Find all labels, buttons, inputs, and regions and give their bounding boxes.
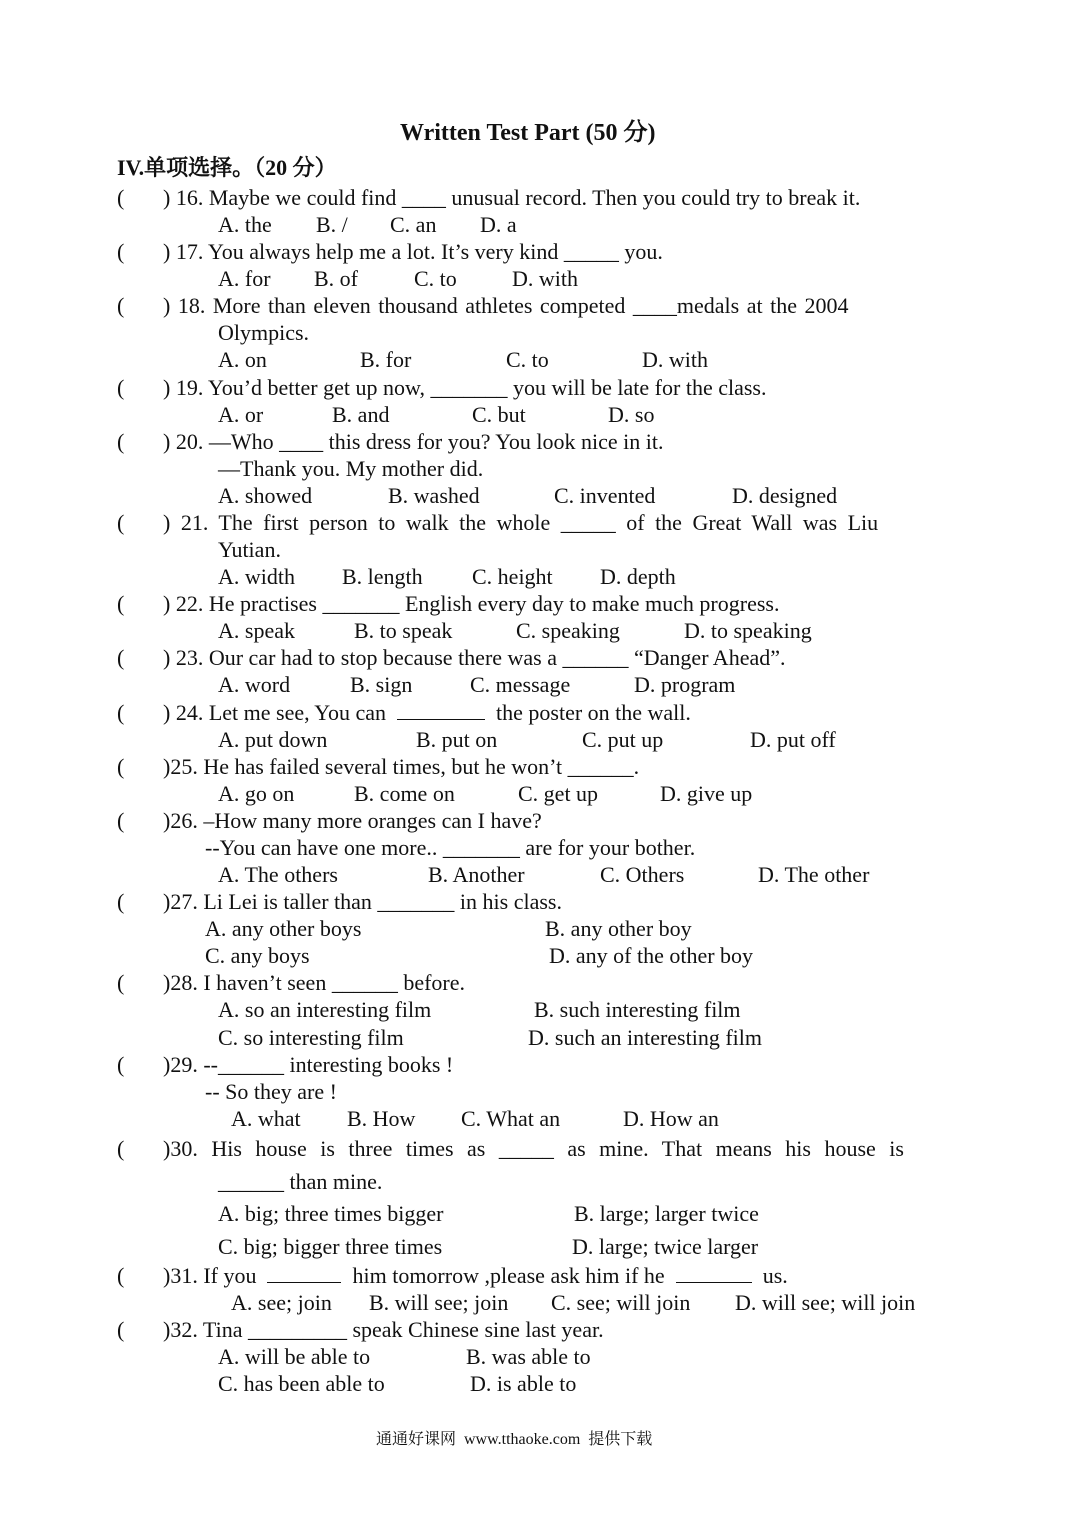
option-d: D. program xyxy=(634,672,736,697)
question-stem xyxy=(163,700,691,726)
blank-line xyxy=(676,1264,752,1283)
question-stem: ) 22. He practises _______ English every day to make much progress. xyxy=(163,591,780,616)
option-a: A. big; three times bigger xyxy=(218,1201,444,1226)
option-d: D. will see; will join xyxy=(735,1290,916,1315)
option-b: B. for xyxy=(360,347,412,372)
question-stem-part: ) 24. Let me see, You can xyxy=(163,700,387,725)
option-b: B. any other boy xyxy=(545,916,692,941)
option-d: D. with xyxy=(512,266,578,291)
section-heading: IV.单项选择。（20 分） xyxy=(117,155,337,180)
page-footer: 通通好课网 www.tthaoke.com 提供下载 xyxy=(376,1431,653,1448)
answer-bracket: ( xyxy=(117,429,125,454)
option-c: C. but xyxy=(472,402,526,427)
question-stem-continued: -- So they are ! xyxy=(205,1079,337,1104)
option-c: C. get up xyxy=(518,781,599,806)
answer-bracket: ( xyxy=(117,889,125,914)
answer-bracket: ( xyxy=(117,700,125,725)
option-c: C. Others xyxy=(600,862,685,887)
option-b: B. was able to xyxy=(466,1344,591,1369)
question-stem: )29. --______ interesting books ! xyxy=(163,1052,454,1077)
option-a: A. see; join xyxy=(231,1290,332,1315)
option-d: D. such an interesting film xyxy=(528,1025,763,1050)
option-b: B. sign xyxy=(350,672,413,697)
answer-bracket: ( xyxy=(117,1317,125,1342)
question-stem-part: )31. If you xyxy=(163,1263,257,1288)
option-b: B. come on xyxy=(354,781,455,806)
option-a: A. width xyxy=(218,564,295,589)
option-d: D. The other xyxy=(758,862,870,887)
option-a: A. or xyxy=(218,402,264,427)
option-c: C. to xyxy=(506,347,549,372)
answer-bracket: ( xyxy=(117,375,125,400)
question-stem: )27. Li Lei is taller than _______ in his class. xyxy=(163,889,562,914)
question-stem: )28. I haven’t seen ______ before. xyxy=(163,970,465,995)
option-a: A. for xyxy=(218,266,271,291)
option-a: A. so an interesting film xyxy=(218,997,432,1022)
page-title: Written Test Part (50 分) xyxy=(400,120,656,146)
option-c: C. any boys xyxy=(205,943,310,968)
option-d: D. is able to xyxy=(470,1371,577,1396)
option-b: B. put on xyxy=(416,727,498,752)
answer-bracket: ( xyxy=(117,591,125,616)
answer-bracket: ( xyxy=(117,1052,125,1077)
option-b: B. How xyxy=(347,1106,416,1131)
option-c: C. see; will join xyxy=(551,1290,691,1315)
answer-bracket: ( xyxy=(117,645,125,670)
answer-bracket: ( xyxy=(117,185,125,210)
option-d: D. a xyxy=(480,212,517,237)
answer-bracket: ( xyxy=(117,970,125,995)
option-a: A. what xyxy=(231,1106,301,1131)
option-a: A. on xyxy=(218,347,267,372)
option-c: C. height xyxy=(472,564,553,589)
option-c: C. put up xyxy=(582,727,664,752)
option-a: A. word xyxy=(218,672,291,697)
question-stem-part: us. xyxy=(762,1263,788,1288)
option-d: D. depth xyxy=(600,564,676,589)
option-c: C. so interesting film xyxy=(218,1025,404,1050)
question-stem: ) 17. You always help me a lot. It’s very kind _____ you. xyxy=(163,239,663,264)
option-b: B. length xyxy=(342,564,423,589)
option-b: B. of xyxy=(314,266,358,291)
question-stem: )25. He has failed several times, but he won’t ______. xyxy=(163,754,640,779)
question-stem: )32. Tina _________ speak Chinese sine last year. xyxy=(163,1317,604,1342)
option-b: B. such interesting film xyxy=(534,997,741,1022)
option-d: D. any of the other boy xyxy=(549,943,754,968)
option-d: D. How an xyxy=(623,1106,719,1131)
question-stem xyxy=(163,1263,788,1289)
option-d: D. put off xyxy=(750,727,836,752)
option-a: A. the xyxy=(218,212,272,237)
option-d: D. so xyxy=(608,402,655,427)
option-b: B. to speak xyxy=(354,618,453,643)
blank-line xyxy=(397,701,485,720)
option-d: D. large; twice larger xyxy=(572,1234,759,1259)
option-c: C. an xyxy=(390,212,437,237)
option-b: B. / xyxy=(316,212,348,237)
option-c: C. invented xyxy=(554,483,656,508)
answer-bracket: ( xyxy=(117,1263,125,1288)
question-stem-continued: Yutian. xyxy=(218,537,281,562)
option-b: B. and xyxy=(332,402,390,427)
question-stem-continued: --You can have one more.. _______ are for your bother. xyxy=(205,835,696,860)
answer-bracket: ( xyxy=(117,1136,125,1161)
option-b: B. will see; join xyxy=(369,1290,509,1315)
question-stem-part: him tomorrow ,please ask him if he xyxy=(352,1263,665,1288)
question-stem: ) 19. You’d better get up now, _______ you will be late for the class. xyxy=(163,375,767,400)
question-stem-continued: —Thank you. My mother did. xyxy=(218,456,484,481)
question-stem: )30. His house is three times as _____ as mine. That means his house is xyxy=(163,1136,904,1161)
answer-bracket: ( xyxy=(117,510,125,535)
option-b: B. large; larger twice xyxy=(574,1201,759,1226)
option-b: B. Another xyxy=(428,862,525,887)
question-stem-continued: Olympics. xyxy=(218,320,310,345)
option-d: D. give up xyxy=(660,781,753,806)
question-stem: ) 23. Our car had to stop because there was a ______ “Danger Ahead”. xyxy=(163,645,786,670)
question-stem: ) 18. More than eleven thousand athletes competed ____medals at the 2004 xyxy=(163,293,849,318)
option-a: A. showed xyxy=(218,483,313,508)
question-stem: )26. –How many more oranges can I have? xyxy=(163,808,542,833)
option-a: A. speak xyxy=(218,618,295,643)
question-stem: ) 16. Maybe we could find ____ unusual record. Then you could try to break it. xyxy=(163,185,861,210)
question-stem: ) 20. —Who ____ this dress for you? You look nice in it. xyxy=(163,429,664,454)
option-a: A. The others xyxy=(218,862,338,887)
option-a: A. any other boys xyxy=(205,916,362,941)
option-a: A. will be able to xyxy=(218,1344,371,1369)
question-stem-continued: ______ than mine. xyxy=(218,1169,383,1194)
option-c: C. message xyxy=(470,672,571,697)
answer-bracket: ( xyxy=(117,293,125,318)
option-c: C. What an xyxy=(461,1106,561,1131)
option-c: C. big; bigger three times xyxy=(218,1234,443,1259)
answer-bracket: ( xyxy=(117,808,125,833)
option-d: D. with xyxy=(642,347,708,372)
blank-line xyxy=(267,1264,341,1283)
option-a: A. put down xyxy=(218,727,328,752)
option-d: D. designed xyxy=(732,483,838,508)
option-c: C. has been able to xyxy=(218,1371,385,1396)
option-a: A. go on xyxy=(218,781,295,806)
option-c: C. speaking xyxy=(516,618,620,643)
answer-bracket: ( xyxy=(117,239,125,264)
option-b: B. washed xyxy=(388,483,480,508)
option-d: D. to speaking xyxy=(684,618,812,643)
question-stem: ) 21. The first person to walk the whole _____ of the Great Wall was Liu xyxy=(163,510,879,535)
option-c: C. to xyxy=(414,266,457,291)
answer-bracket: ( xyxy=(117,754,125,779)
question-stem-part: the poster on the wall. xyxy=(496,700,691,725)
